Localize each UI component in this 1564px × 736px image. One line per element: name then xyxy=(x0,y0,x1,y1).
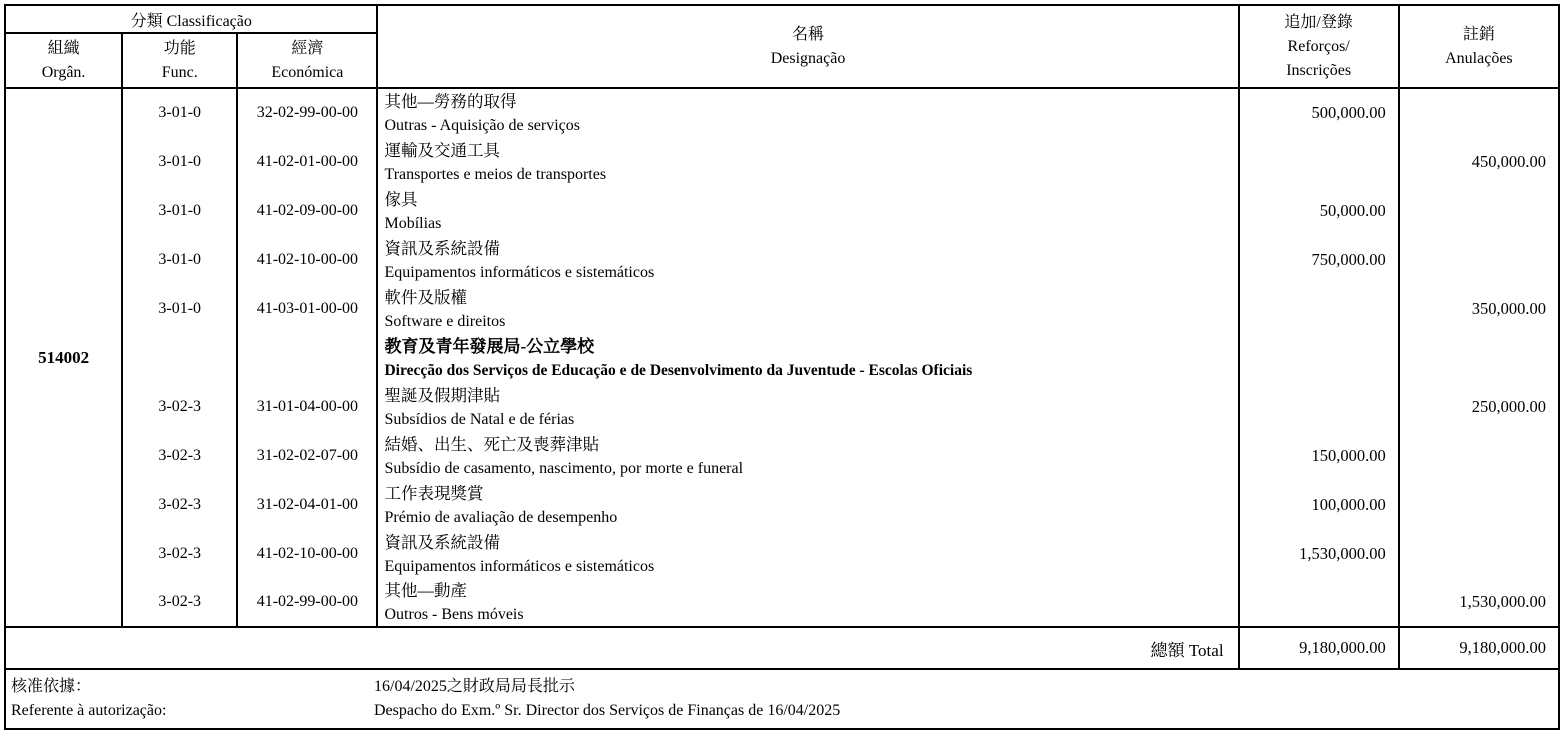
cancellations-header xyxy=(1399,5,1559,88)
table-row xyxy=(5,284,1559,333)
header-row-classification xyxy=(5,5,1559,33)
authorization-label-pt: Referente à autorização: xyxy=(11,702,167,719)
classification-header: 分類 Classificação xyxy=(5,5,377,33)
total-label: 總額 Total xyxy=(5,627,1239,669)
reinforcements-header-zh: 追加/登錄 xyxy=(1284,13,1353,31)
designation-zh: 其他—動產 xyxy=(384,581,467,600)
econ-code-cell: 41-02-99-00-00 xyxy=(237,578,377,627)
designation-cell xyxy=(377,88,1238,137)
reinforcements-header xyxy=(1239,5,1399,88)
econ-code-cell: 31-02-02-07-00 xyxy=(237,431,377,480)
reforcos-amount-cell: 100,000.00 xyxy=(1239,480,1399,529)
section-title-pt: Direcção dos Serviços de Educação e de Desenvolvimento da Juventude - Escolas Oficiais xyxy=(384,361,973,379)
func-code-cell: 3-01-0 xyxy=(122,284,237,333)
designation-cell xyxy=(377,578,1238,627)
econ-code-cell: 31-01-04-00-00 xyxy=(237,382,377,431)
econ-code-cell: 41-02-10-00-00 xyxy=(237,235,377,284)
table-row xyxy=(5,480,1559,529)
designation-cell xyxy=(377,480,1238,529)
section-header-row xyxy=(5,333,1559,382)
econ-code-cell: 41-02-10-00-00 xyxy=(237,529,377,578)
designation-cell xyxy=(377,431,1238,480)
reforcos-amount-cell: 50,000.00 xyxy=(1239,186,1399,235)
org-header-pt: Orgân. xyxy=(41,63,86,81)
econ-code-cell: 31-02-04-01-00 xyxy=(237,480,377,529)
table-row xyxy=(5,88,1559,137)
designation-cell xyxy=(377,137,1238,186)
func-code-cell: 3-02-3 xyxy=(122,480,237,529)
table-row xyxy=(5,137,1559,186)
anulacoes-amount-cell xyxy=(1399,333,1559,382)
total-row xyxy=(5,627,1559,669)
econ-header xyxy=(237,33,377,88)
designation-pt: Transportes e meios de transportes xyxy=(384,165,607,183)
econ-header-zh: 經濟 xyxy=(291,39,324,57)
econ-code-cell: 41-03-01-00-00 xyxy=(237,284,377,333)
econ-header-pt: Económica xyxy=(271,63,344,81)
designation-header xyxy=(377,5,1238,88)
anulacoes-amount-cell: 1,530,000.00 xyxy=(1399,578,1559,627)
designation-zh: 傢具 xyxy=(384,189,418,209)
anulacoes-amount-cell xyxy=(1399,88,1559,137)
reforcos-amount-cell xyxy=(1239,333,1399,382)
designation-pt: Equipamentos informáticos e sistemáticos xyxy=(384,263,655,281)
designation-pt: Outras - Aquisição de serviços xyxy=(384,117,580,134)
authorization-value-pt: Despacho do Exm.º Sr. Director dos Serviços de Finanças de 16/04/2025 xyxy=(374,702,841,719)
func-code-cell: 3-02-3 xyxy=(122,529,237,578)
anulacoes-amount-cell xyxy=(1399,480,1559,529)
authorization-label xyxy=(6,675,374,723)
reforcos-amount-cell: 150,000.00 xyxy=(1239,431,1399,480)
table-row xyxy=(5,529,1559,578)
reinforcements-header-pt1: Reforços/ xyxy=(1287,37,1350,55)
designation-zh: 結婚、出生、死亡及喪葬津貼 xyxy=(384,434,599,454)
anulacoes-amount-cell xyxy=(1399,529,1559,578)
designation-zh: 資訊及系統設備 xyxy=(384,238,500,258)
reforcos-amount-cell xyxy=(1239,382,1399,431)
table-row xyxy=(5,235,1559,284)
econ-code-cell: 41-02-09-00-00 xyxy=(237,186,377,235)
reforcos-amount-cell: 750,000.00 xyxy=(1239,235,1399,284)
authorization-value-zh: 16/04/2025之財政局局長批示 xyxy=(374,678,575,695)
reinforcements-header-pt2: Inscrições xyxy=(1286,61,1352,79)
designation-pt: Outros - Bens móveis xyxy=(384,606,524,623)
reforcos-amount-cell: 500,000.00 xyxy=(1239,88,1399,137)
econ-code-cell: 41-02-01-00-00 xyxy=(237,137,377,186)
func-code-cell: 3-01-0 xyxy=(122,137,237,186)
designation-header-pt: Designação xyxy=(770,49,846,67)
func-code-cell: 3-02-3 xyxy=(122,578,237,627)
authorization-content xyxy=(6,670,1558,723)
designation-cell xyxy=(377,186,1238,235)
anulacoes-amount-cell: 250,000.00 xyxy=(1399,382,1559,431)
table-row xyxy=(5,382,1559,431)
anulacoes-amount-cell: 450,000.00 xyxy=(1399,137,1559,186)
func-header-zh: 功能 xyxy=(163,39,196,57)
func-code-cell: 3-02-3 xyxy=(122,431,237,480)
designation-zh: 聖誕及假期津貼 xyxy=(384,385,500,405)
section-title-cell xyxy=(377,333,1238,382)
designation-pt: Subsídio de casamento, nascimento, por morte e funeral xyxy=(384,459,744,477)
designation-zh: 工作表現獎賞 xyxy=(384,483,484,503)
func-code-cell: 3-01-0 xyxy=(122,235,237,284)
designation-pt: Mobílias xyxy=(384,214,442,232)
func-code-cell: 3-02-3 xyxy=(122,382,237,431)
table-row xyxy=(5,186,1559,235)
designation-header-zh: 名稱 xyxy=(792,25,825,43)
designation-pt: Subsídios de Natal e de férias xyxy=(384,410,575,428)
anulacoes-amount-cell xyxy=(1399,431,1559,480)
authorization-value xyxy=(374,675,1558,723)
budget-table xyxy=(4,4,1560,730)
reforcos-amount-cell xyxy=(1239,578,1399,627)
designation-cell xyxy=(377,529,1238,578)
cancellations-header-pt: Anulações xyxy=(1445,49,1513,67)
reforcos-amount-cell xyxy=(1239,137,1399,186)
designation-zh: 資訊及系統設備 xyxy=(384,532,500,552)
econ-code-cell xyxy=(237,333,377,382)
econ-code-cell: 32-02-99-00-00 xyxy=(237,88,377,137)
designation-zh: 運輸及交通工具 xyxy=(384,140,500,160)
org-code-cell: 514002 xyxy=(38,347,90,367)
designation-pt: Prémio de avaliação de desempenho xyxy=(384,508,618,526)
anulacoes-amount-cell xyxy=(1399,235,1559,284)
authorization-label-zh: 核准依據： xyxy=(11,678,92,695)
func-header xyxy=(122,33,237,88)
table-row xyxy=(5,431,1559,480)
designation-pt: Equipamentos informáticos e sistemáticos xyxy=(384,557,655,575)
designation-pt: Software e direitos xyxy=(384,312,506,330)
total-reforcos-amount: 9,180,000.00 xyxy=(1239,627,1399,669)
anulacoes-amount-cell: 350,000.00 xyxy=(1399,284,1559,333)
table-row xyxy=(5,578,1559,627)
authorization-row xyxy=(5,669,1559,729)
designation-cell xyxy=(377,235,1238,284)
cancellations-header-zh: 註銷 xyxy=(1462,25,1495,43)
total-anulacoes-amount: 9,180,000.00 xyxy=(1399,627,1559,669)
authorization-cell xyxy=(5,669,1559,729)
designation-zh: 其他—勞務的取得 xyxy=(384,92,517,111)
org-header xyxy=(5,33,122,88)
reforcos-amount-cell xyxy=(1239,284,1399,333)
func-header-pt: Func. xyxy=(161,63,198,81)
section-title-zh: 教育及青年發展局-公立學校 xyxy=(384,336,595,356)
reforcos-amount-cell: 1,530,000.00 xyxy=(1239,529,1399,578)
func-code-cell: 3-01-0 xyxy=(122,186,237,235)
anulacoes-amount-cell xyxy=(1399,186,1559,235)
org-header-zh: 組織 xyxy=(47,39,80,57)
func-code-cell xyxy=(122,333,237,382)
func-code-cell: 3-01-0 xyxy=(122,88,237,137)
designation-cell xyxy=(377,382,1238,431)
designation-zh: 軟件及版權 xyxy=(384,287,467,307)
designation-cell xyxy=(377,284,1238,333)
